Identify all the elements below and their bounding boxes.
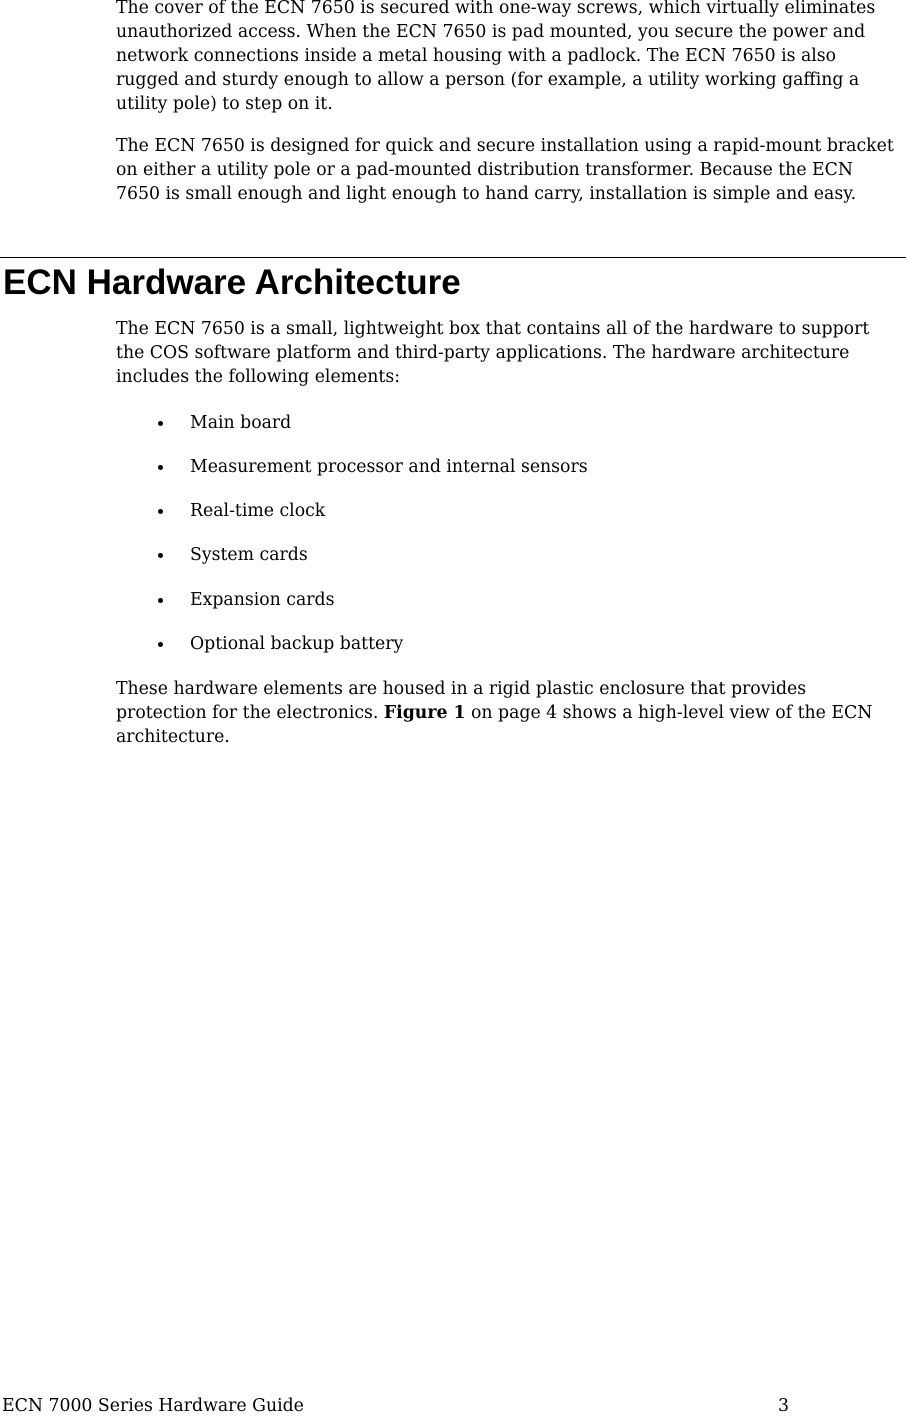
list-item-text: Measurement processor and internal sensors: [190, 457, 588, 477]
bullet-icon: [158, 421, 163, 426]
footer-page-number: 3: [778, 1396, 789, 1416]
list-item-text: Expansion cards: [190, 590, 335, 610]
closing-text-after: on page 4 shows a high-level view of the ECN architecture.: [116, 703, 873, 747]
figure-1-reference[interactable]: Figure 1: [383, 703, 466, 723]
bullet-icon: [158, 553, 163, 558]
architecture-intro-paragraph: The ECN 7650 is a small, lightweight box that contains all of the hardware to support the COS software platform and third-party applications. The hardware architecture includes the following elements:: [116, 319, 870, 387]
section-divider: [0, 257, 906, 258]
footer-document-title: ECN 7000 Series Hardware Guide: [2, 1396, 304, 1416]
list-item: [0, 454, 906, 480]
section-heading: ECN Hardware Architecture: [3, 263, 461, 302]
bullet-icon: [158, 509, 163, 514]
list-item-text: Main board: [190, 413, 292, 433]
bullet-icon: [158, 598, 163, 603]
closing-text-before: These hardware elements are housed in a rigid plastic enclosure that provides protection for the electronics.: [116, 679, 807, 723]
list-item: [0, 631, 906, 657]
list-item: [0, 498, 906, 524]
intro-paragraph-security: The cover of the ECN 7650 is secured with one-way screws, which virtually eliminates unauthorized access. When the ECN 7650 is pad mounted, you secure the power and network connections inside a metal housing with a padlock. The ECN 7650 is also rugged and sturdy enough to allow a person (for example, a utility working gaffing a utility pole) to step on it.: [116, 0, 876, 114]
list-item: [0, 410, 906, 436]
list-item-text: Real-time clock: [190, 501, 326, 521]
list-item-text: Optional backup battery: [190, 634, 404, 654]
list-item-text: System cards: [190, 545, 308, 565]
list-item: [0, 542, 906, 568]
list-item: [0, 587, 906, 613]
bullet-icon: [158, 465, 163, 470]
architecture-closing-paragraph: [116, 677, 902, 749]
bullet-icon: [158, 642, 163, 647]
intro-paragraph-installation: The ECN 7650 is designed for quick and secure installation using a rapid-mount bracket on either a utility pole or a pad-mounted distribution transformer. Because the ECN 7650 is small enough and light enough to hand carry, installation is simple and easy.: [116, 136, 894, 204]
